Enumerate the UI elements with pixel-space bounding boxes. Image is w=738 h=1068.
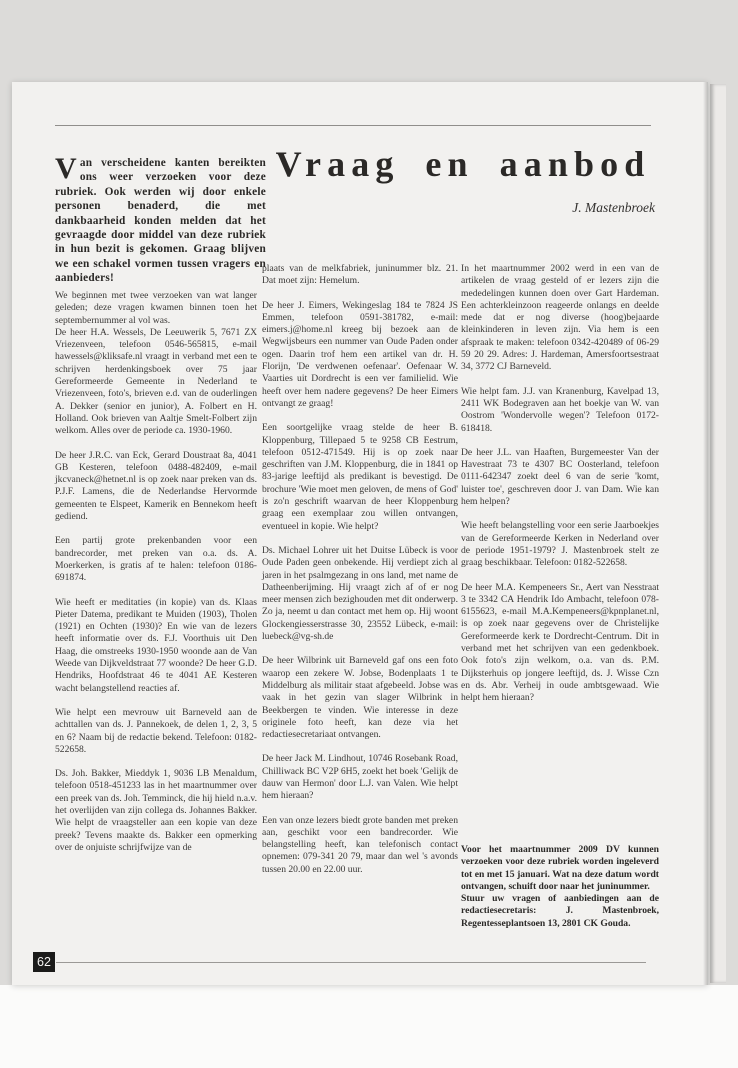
paragraph: Een van onze lezers biedt grote banden met preken aan, geschikt voor een bandrecorder. Wie belangstelling heeft, kan telefonisch contact opnemen: 079-341 20 79, maar dan wel 's avonds tussen 20.00 en 22.00 uur. xyxy=(262,814,458,875)
intro-paragraph xyxy=(55,152,266,286)
paragraph: In het maartnummer 2002 werd in een van de artikelen de vraag gesteld of er lezers zijn die mededelingen kunnen doen over Gart Hardeman. Een achterkleinzoon reageerde onlangs en deelde mede dat er nog diverse (hoog)bejaarde kleinkinderen in leven zijn. Via hem is een afspraak te maken: telefoon 0342-420489 of 06-29 59 20 29. Adres: J. Hardeman, Amersfoortsestraat 34, 3772 CJ Barneveld. xyxy=(461,263,659,373)
column-right xyxy=(461,263,659,705)
paragraph: De heer Wilbrink uit Barneveld gaf ons een foto waarop een zekere W. Jobse, Bodenplaats 1 te Middelburg als militair staat afgebeeld. Jobse was vaak in het gezin van slager Wilbrink in Beekbergen te vinden. Wie interesse in deze originele foto heeft, kan deze via het redactiesecretariaat ontvangen. xyxy=(262,655,458,741)
paragraph: Wie helpt een mevrouw uit Barneveld aan de achttallen van ds. J. Pannekoek, de delen 1, 2, 3, 5 en 6? Naam bij de redactie bekend. Telefoon: 0182-522658. xyxy=(55,706,257,755)
paragraph: De heer J. Eimers, Wekingeslag 184 te 7824 JS Emmen, telefoon 0591-381782, e-mail: eimers.j@home.nl kreeg bij bezoek aan de Wegwijsbeurs een nummer van Oude Paden onder ogen. Daarin trof hem een artikel van dr. H. Florijn, 'De verdwenen oefenaar'. Oefenaar W. Vaarties uit Dordrecht is een ver familielid. Wie heeft over hem nadere gegevens? De heer Eimers ontvangt ze graag! xyxy=(262,299,458,409)
column-left xyxy=(55,290,257,854)
paragraph: Een soortgelijke vraag stelde de heer B. Kloppenburg, Tillepaed 5 te 9258 CB Eestrum, telefoon 0512-471549. Hij is op zoek naar geschriften van J.M. Kloppenburg, die in 1841 op 83-jarige leeftijd als predikant is bevestigd. De brochure 'Wie moet men geloven, de mens of God' is zo'n geschrift waarvan de heer Kloppenburg graag een exemplaar zou willen ontvangen, eventueel in kopie. Wie helpt? xyxy=(262,422,458,532)
scan-background-bottom xyxy=(0,985,738,1068)
paragraph: Wie helpt fam. J.J. van Kranenburg, Kavelpad 13, 2411 WK Bodegraven aan het boekje van W. van Oostrom 'Wondervolle wegen'? Telefoon 0172-618418. xyxy=(461,385,659,434)
paragraph: Een partij grote prekenbanden voor een bandrecorder, met preken van o.a. ds. A. Moerkerken, is gratis af te halen: telefoon 0186-691874. xyxy=(55,535,257,584)
notice-paragraph: Voor het maartnummer 2009 DV kunnen verzoeken voor deze rubriek worden ingeleverd tot en met 15 januari. Wat na deze datum wordt ontvangen, schuift door naar het juninummer. xyxy=(461,844,659,892)
top-divider-rule xyxy=(55,125,651,126)
adjacent-page-edge xyxy=(710,84,726,983)
paragraph: Wie heeft belangstelling voor een serie Jaarboekjes van de Gereformeerde Kerken in Nederland over de periode 1951-1979? J. Mastenbroek stelt ze graag beschikbaar. Telefoon: 0182-522658. xyxy=(461,520,659,569)
paragraph: De heer M.A. Kempeneers Sr., Aert van Nesstraat 3 te 3342 CA Hendrik Ido Ambacht, telefoon 078-6155623, e-mail M.A.Kempeneers@kpnplanet.nl, is op zoek naar gegevens over de Christelijke Gereformeerde kerk te Dordrecht-Centrum. Dit in verband met het schrijven van een gedenkboek. Ook foto's zijn welkom, o.a. van ds. P.M. Dijksterhuis op jongere leeftijd, ds. J. Wisse Czn en ds. Abr. Verheij in oude ambtsgewaad. Wie helpt hem hieraan? xyxy=(461,581,659,704)
paragraph: De heer J.R.C. van Eck, Gerard Doustraat 8a, 4041 GB Kesteren, telefoon 0488-482409, e-mail jkcvaneck@hetnet.nl is op zoek naar preken van ds. P.J.F. Lamens, die de Nederlandse Hervormde gemeenten te Elspeet, Kamerik en Bennekom heeft gediend. xyxy=(55,449,257,523)
paragraph: plaats van de melkfabriek, juninummer blz. 21. Dat moet zijn: Hemelum. xyxy=(262,263,458,287)
notice-paragraph: Stuur uw vragen of aanbiedingen aan de redactiesecretaris: J. Mastenbroek, Regentesseplantsoen 13, 2801 CK Gouda. xyxy=(461,893,659,929)
drop-cap: V xyxy=(55,152,77,185)
magazine-page xyxy=(12,82,708,985)
column-middle xyxy=(262,263,458,876)
paragraph: De heer J.L. van Haaften, Burgemeester Van der Havestraat 73 te 4307 BC Oosterland, telefoon 0111-642347 zoekt deel 6 van de serie 'komt, luister toe', geschreven door J. van Dam. Wie kan hem helpen? xyxy=(461,446,659,508)
page-number-badge: 62 xyxy=(33,952,55,972)
editor-notice xyxy=(461,844,659,930)
intro-text: an verscheidene kanten bereikten ons weer verzoeken voor deze rubriek. Ook werden wij door enkele personen benaderd, die met dankbaarheid konden melden dat het gevraagde door middel van deze rubriek in hun bezit is gekomen. Graag blijven we een schakel vormen tussen vragers en aanbieders! xyxy=(55,157,266,285)
paragraph: Wie heeft er meditaties (in kopie) van ds. Klaas Pieter Datema, predikant te Muiden (1903), Tholen (1921) en Ochten (1930)? En wie van de lezers heeft informatie over ds. F.J. Voorthuis uit Den Haag, die omstreeks 1930-1950 woonde aan de Van Weede van Dijkveldstraat 77 woonde? De heer G.D. Hendriks, Hoofdstraat 46 te 4041 AE Kesteren wacht belangstellend reacties af. xyxy=(55,596,257,694)
byline: J. Mastenbroek xyxy=(572,200,655,215)
paragraph: De heer Jack M. Lindhout, 10746 Rosebank Road, Chilliwack BC V2P 6H5, zoekt het boek 'Gelijk de dauw van Hermon' door L.J. van Valen. Wie helpt hem hieraan? xyxy=(262,753,458,802)
paragraph: We beginnen met twee verzoeken van wat langer geleden; deze vragen kwamen binnen toen het septembernummer al vol was. xyxy=(55,290,257,326)
paragraph: De heer H.A. Wessels, De Leeuwerik 5, 7671 ZX Vriezenveen, telefoon 0546-565815, e-mail hawessels@kliksafe.nl vraagt in verband met een te schrijven herdenkingsboek over 75 jaar Gereformeerde Gemeente in Nederland te Vriezenveen, foto's, brieven e.d. van de ouderlingen A. Dekker (senior en junior), A. Folbert en H. Holland. Ook brieven van Aaltje Smelt-Folbert zijn welkom. Alles over de periode ca. 1930-1960. xyxy=(55,326,257,437)
bottom-divider-rule xyxy=(56,962,646,963)
page-title: Vraag en aanbod xyxy=(275,144,651,184)
paragraph: Ds. Joh. Bakker, Mieddyk 1, 9036 LB Menaldum, telefoon 0518-451233 las in het maartnummer over een preek van ds. Joh. Temminck, die hij hield n.a.v. het overlijden van zijn collega ds. Johannes Bakker. Wie helpt de vraagsteller aan een kopie van deze preek? Tevens maakte ds. Bakker een opmerking over de onjuiste schrijfwijze van de xyxy=(55,768,257,853)
paragraph: Ds. Michael Lohrer uit het Duitse Lübeck is voor Oude Paden geen onbekende. Hij verdiept zich al jaren in het psalmgezang in ons land, met name de Datheenberijming. Hij vraagt zich af of er nog meer mensen zich bezighouden met dit onderwerp. Zo ja, neemt u dan contact met hem op. Hij woont Glockengiesserstrasse 30, 23552 Lübeck, e-mail: luebeck@vg-sh.de xyxy=(262,544,458,643)
book-spine-shadow xyxy=(703,82,708,985)
